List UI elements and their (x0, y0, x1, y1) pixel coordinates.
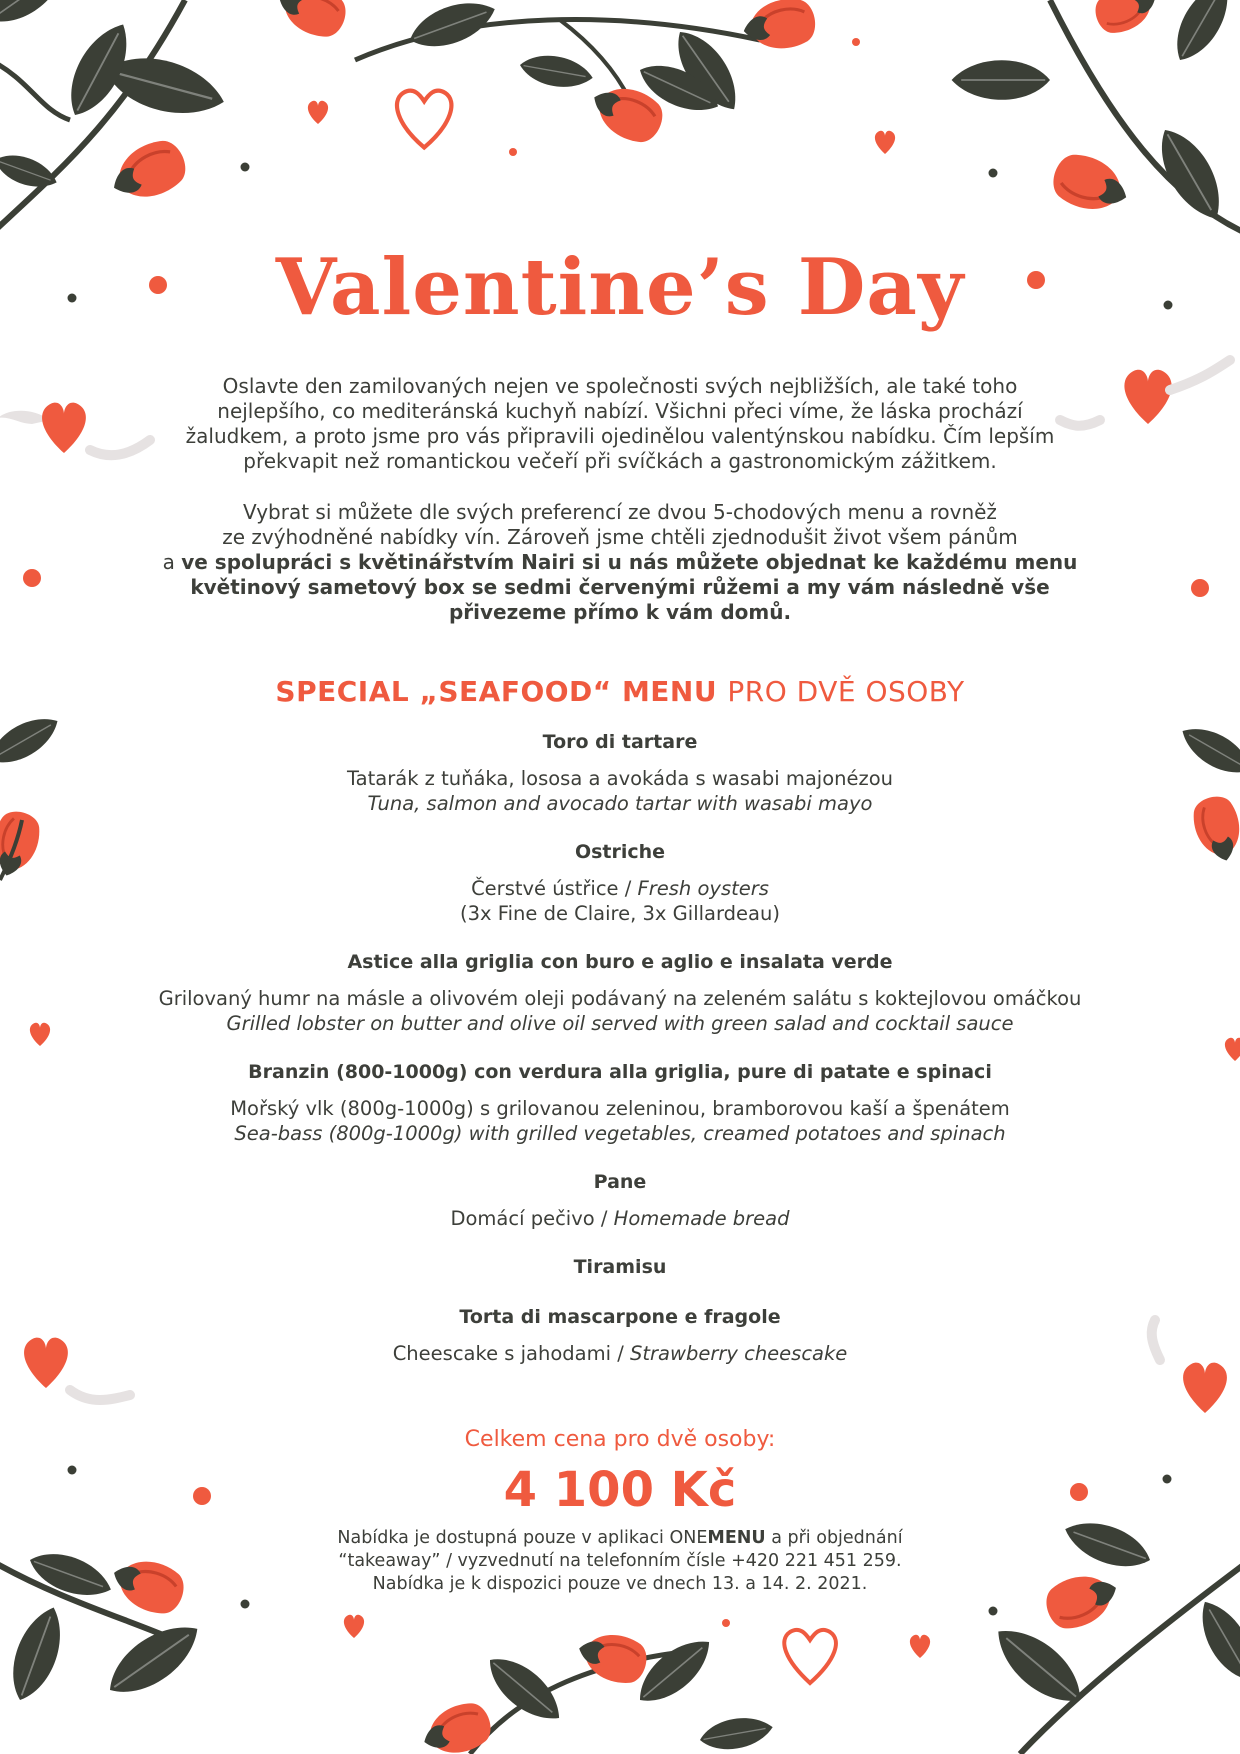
footer-line (0, 1527, 1240, 1550)
intro-line: Oslavte den zamilovaných nejen ve společnosti svých nejbližších, ale také toho (222, 374, 1018, 398)
dish-en-text: Grilled lobster on butter and olive oil served with green salad and cocktail sauce (226, 1012, 1014, 1035)
dish-cz-text: Domácí pečivo / (450, 1207, 614, 1230)
menu-item (0, 1255, 1240, 1279)
total-price-label: Celkem cena pro dvě osoby: (464, 1427, 776, 1452)
footer-text: a při objednání (765, 1528, 903, 1548)
dish-description (0, 1206, 1240, 1231)
intro-line: žaludkem, a proto jsme pro vás připravili ojedinělou valentýnskou nabídku. Čím lepším (185, 424, 1055, 448)
dish-title: Pane (593, 1171, 647, 1193)
dish-title: Astice alla griglia con buro e aglio e insalata verde (347, 951, 893, 973)
dish-description-en (0, 1011, 1240, 1036)
dish-title: Ostriche (574, 841, 666, 863)
dish-en-text: Homemade bread (613, 1207, 790, 1230)
dish-title: Toro di tartare (542, 731, 698, 753)
availability-note (0, 1527, 1240, 1596)
intro-prefix: a (162, 550, 175, 574)
menu-item (0, 1060, 1240, 1146)
dish-note: (3x Fine de Claire, 3x Gillardeau) (460, 902, 780, 925)
page-title: Valentine’s Day (275, 242, 965, 333)
menu-item (0, 950, 1240, 1036)
menu-items (0, 730, 1240, 1366)
intro-line-mixed (140, 550, 1100, 575)
intro-line: Vybrat si můžete dle svých preferencí ze dvou 5-chodových menu a rovněž (243, 500, 997, 524)
menu-heading-light: PRO DVĚ OSOBY (727, 675, 965, 708)
dish-description-cz: Tatarák z tuňáka, lososa a avokáda s wasabi majonézou (347, 767, 893, 790)
dish-en-text: Fresh oysters (637, 877, 769, 900)
dish-description-en (0, 791, 1240, 816)
intro-line (140, 600, 1100, 625)
menu-item (0, 840, 1240, 926)
dish-en-text: Sea-bass (800g-1000g) with grilled vegetables, creamed potatoes and spinach (234, 1122, 1006, 1145)
dish-description-cz: Grilovaný humr na másle a olivovém oleji podávaný na zeleném salátu s koktejlovou omáčkou (158, 987, 1082, 1010)
dish-description-en (0, 1121, 1240, 1146)
footer-text: Nabídka je dostupná pouze v aplikaci ONE (337, 1528, 708, 1548)
dish-description (0, 1341, 1240, 1366)
intro-paragraph-1 (140, 374, 1100, 474)
dish-title: Torta di mascarpone e fragole (459, 1306, 781, 1328)
dish-cz-text: Čerstvé ústřice / (471, 877, 638, 900)
intro-paragraph-2 (140, 500, 1100, 625)
dish-description-cz: Mořský vlk (800g-1000g) s grilovanou zeleninou, bramborovou kaší a špenátem (230, 1097, 1010, 1120)
dish-title: Tiramisu (573, 1256, 667, 1278)
dish-cz-text: Cheescake s jahodami / (392, 1342, 631, 1365)
menu-heading-strong: SPECIAL „SEAFOOD“ MENU (275, 675, 718, 708)
intro-line: překvapit než romantickou večeří při svíčkách a gastronomickým zážitkem. (243, 449, 997, 473)
intro-highlight: ve spolupráci s květinářstvím Nairi si u nás můžete objednat ke každému menu (181, 550, 1078, 574)
menu-item (0, 1305, 1240, 1366)
menu-heading (0, 672, 1240, 712)
dish-en-text: Strawberry cheescake (630, 1342, 848, 1365)
app-brand-name: MENU (707, 1528, 766, 1548)
intro-line (140, 575, 1100, 600)
dish-description (0, 876, 1240, 901)
intro-line: nejlepšího, co mediteránská kuchyň nabízí. Všichni přeci víme, že láska prochází (217, 399, 1023, 423)
intro-line: ze zvýhodněné nabídky vín. Zároveň jsme chtěli zjednodušit život všem pánům (222, 525, 1018, 549)
total-price: 4 100 Kč (503, 1462, 737, 1518)
menu-item (0, 730, 1240, 816)
intro-highlight: květinový sametový box se sedmi červenými růžemi a my vám následně vše (190, 575, 1050, 599)
dish-title: Branzin (800-1000g) con verdura alla griglia, pure di patate e spinaci (248, 1061, 992, 1083)
dish-en-text: Tuna, salmon and avocado tartar with wasabi mayo (367, 792, 873, 815)
menu-item (0, 1170, 1240, 1231)
footer-dates-line: Nabídka je k dispozici pouze ve dnech 13. a 14. 2. 2021. (372, 1574, 868, 1594)
intro-highlight: přivezeme přímo k vám domů. (448, 600, 792, 624)
footer-phone-line: “takeaway” / vyzvednutí na telefonním čísle +420 221 451 259. (338, 1551, 902, 1571)
